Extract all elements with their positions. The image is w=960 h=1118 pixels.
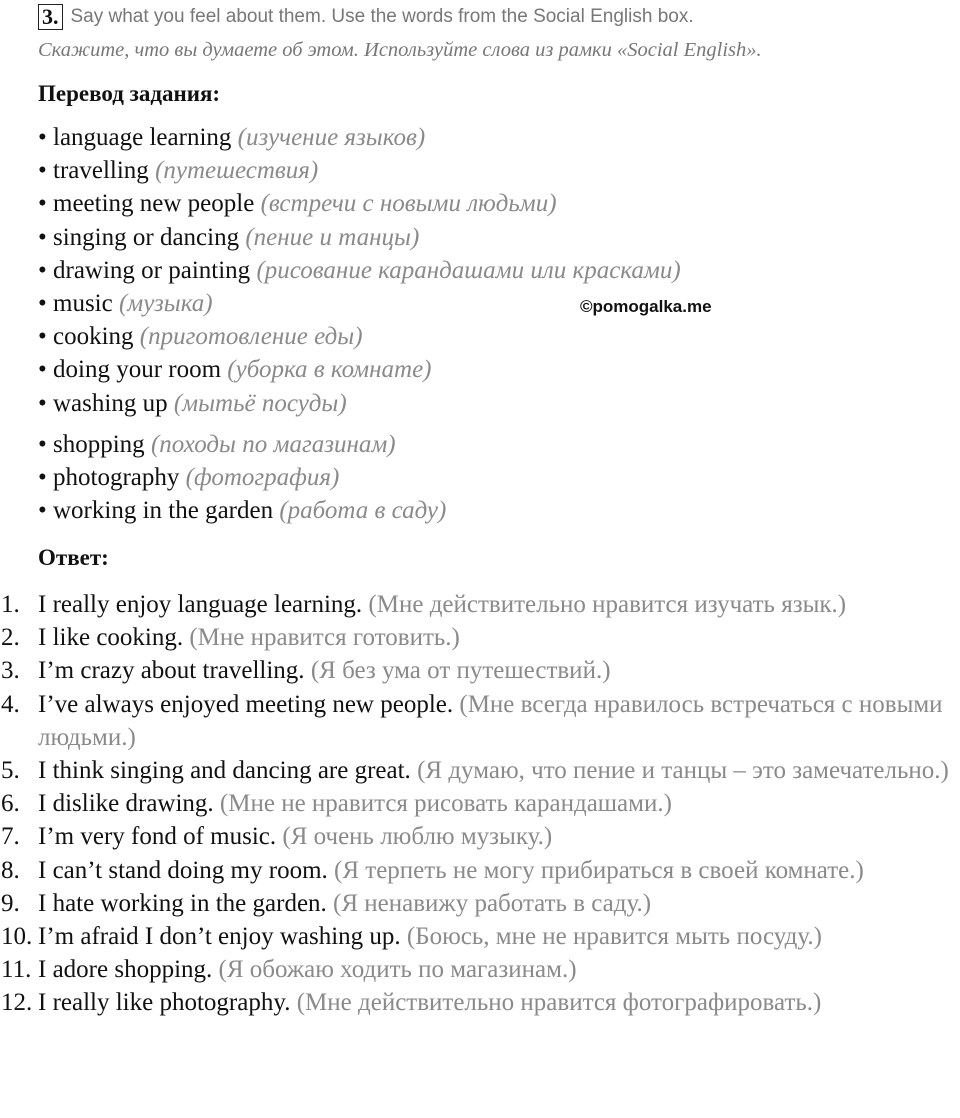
answer-number: 6.: [1, 790, 20, 818]
item-en: • washing up: [38, 389, 168, 417]
answer-item: [0, 787, 960, 820]
answer-item: [0, 688, 960, 754]
answer-ru: (Мне нравится готовить.): [189, 624, 460, 652]
answer-en: I can’t stand doing my room.: [38, 856, 328, 884]
answer-number: 1.: [1, 591, 20, 618]
answer-number: 11.: [1, 956, 32, 984]
answer-number: 3.: [1, 657, 20, 685]
answer-item: [0, 654, 960, 687]
item-en: • singing or dancing: [38, 223, 240, 251]
answer-en: I’m afraid I don’t enjoy washing up.: [38, 923, 401, 951]
answer-item: [0, 986, 960, 1019]
task-instruction-en: Say what you feel about them. Use the words from the Social English box.: [70, 6, 694, 27]
answer-ru: (Я думаю, что пение и танцы – это замечательно.): [417, 757, 949, 785]
answer-number: 12.: [1, 989, 33, 1017]
answer-number: 2.: [1, 624, 20, 652]
answer-number: 10.: [1, 923, 33, 951]
answer-number: 7.: [1, 823, 20, 851]
list-item: [38, 254, 681, 287]
list-item: [38, 461, 681, 494]
bullet-list: [38, 121, 681, 527]
answer-en: I hate working in the garden.: [38, 889, 327, 917]
answer-ru: (Я обожаю ходить по магазинам.): [218, 956, 577, 984]
list-item: [38, 221, 681, 254]
answer-en: I really enjoy language learning.: [38, 591, 363, 618]
answer-ru: (Мне не нравится рисовать карандашами.): [219, 790, 672, 818]
item-ru: (изучение языков): [237, 124, 426, 151]
task-instruction-ru: Скажите, что вы думаете об этом. Используйте слова из рамки «Social English».: [38, 39, 762, 61]
task-number: 3.: [38, 4, 63, 30]
answer-ru: (Мне всегда нравилось встречаться с новыми людьми.): [38, 690, 943, 751]
answer-heading: Ответ:: [38, 545, 109, 570]
answer-item: [0, 854, 960, 887]
list-item: [38, 154, 681, 187]
item-en: • travelling: [38, 157, 149, 185]
list-item: [38, 428, 681, 461]
item-en: • doing your room: [38, 356, 222, 384]
list-item: [38, 494, 681, 527]
item-en: • music: [38, 290, 113, 318]
task-header: [38, 4, 694, 30]
answer-number: 8.: [1, 856, 20, 884]
answer-en: I like cooking.: [38, 624, 184, 652]
answer-ru: (Я терпеть не могу прибираться в своей комнате.): [334, 856, 864, 884]
list-item: [38, 320, 681, 353]
answer-number: 9.: [1, 889, 20, 917]
answer-ru: (Я без ума от путешествий.): [310, 657, 611, 685]
answer-item: [0, 953, 960, 986]
item-ru: (приготовление еды): [139, 323, 363, 351]
item-en: • working in the garden: [38, 497, 274, 525]
answer-en: I think singing and dancing are great.: [38, 757, 411, 785]
answer-en: I dislike drawing.: [38, 790, 214, 818]
answer-ru: (Я очень люблю музыку.): [282, 823, 553, 851]
item-ru: (мытьё посуды): [173, 389, 347, 417]
item-ru: (фотография): [185, 464, 340, 492]
answer-ru: (Я ненавижу работать в саду.): [333, 889, 652, 917]
answer-item: [0, 621, 960, 654]
answer-item: [0, 588, 960, 621]
list-item: [38, 387, 681, 420]
answer-en: I really like photography.: [38, 989, 291, 1017]
answer-en: I’m crazy about travelling.: [38, 657, 305, 685]
answer-en: I adore shopping.: [38, 956, 213, 984]
answer-item: [0, 887, 960, 920]
answer-ru: (Боюсь, мне не нравится мыть посуду.): [406, 923, 822, 951]
list-item: [38, 187, 681, 220]
answer-item: [0, 754, 960, 787]
answer-item: [0, 920, 960, 953]
item-ru: (рисование карандашами или красками): [256, 256, 681, 284]
item-ru: (уборка в комнате): [227, 356, 432, 384]
answer-item: [0, 820, 960, 853]
item-en: • shopping: [38, 430, 145, 458]
item-ru: (музыка): [118, 290, 213, 318]
watermark: ©pomogalka.me: [580, 297, 712, 316]
item-en: • meeting new people: [38, 190, 255, 218]
answer-en: I’ve always enjoyed meeting new people.: [38, 690, 454, 718]
item-en: • language learning: [38, 124, 232, 151]
translation-heading: Перевод задания:: [38, 81, 221, 106]
answer-en: I’m very fond of music.: [38, 823, 277, 851]
list-item: [38, 121, 681, 154]
item-en: • photography: [38, 464, 180, 492]
item-ru: (работа в саду): [279, 497, 447, 525]
item-ru: (пение и танцы): [245, 223, 420, 251]
item-en: • cooking: [38, 323, 134, 351]
item-en: • drawing or painting: [38, 256, 251, 284]
item-ru: (путешествия): [155, 157, 319, 185]
item-ru: (встречи с новыми людьми): [260, 190, 557, 218]
item-ru: (походы по магазинам): [150, 430, 396, 458]
answer-number: 4.: [1, 690, 20, 718]
answer-number: 5.: [1, 757, 20, 785]
answer-ru: (Мне действительно нравится фотографировать.): [296, 989, 822, 1017]
list-item: [38, 353, 681, 386]
answer-ru: (Мне действительно нравится изучать язык.): [368, 591, 847, 618]
answer-list: [0, 588, 960, 1020]
